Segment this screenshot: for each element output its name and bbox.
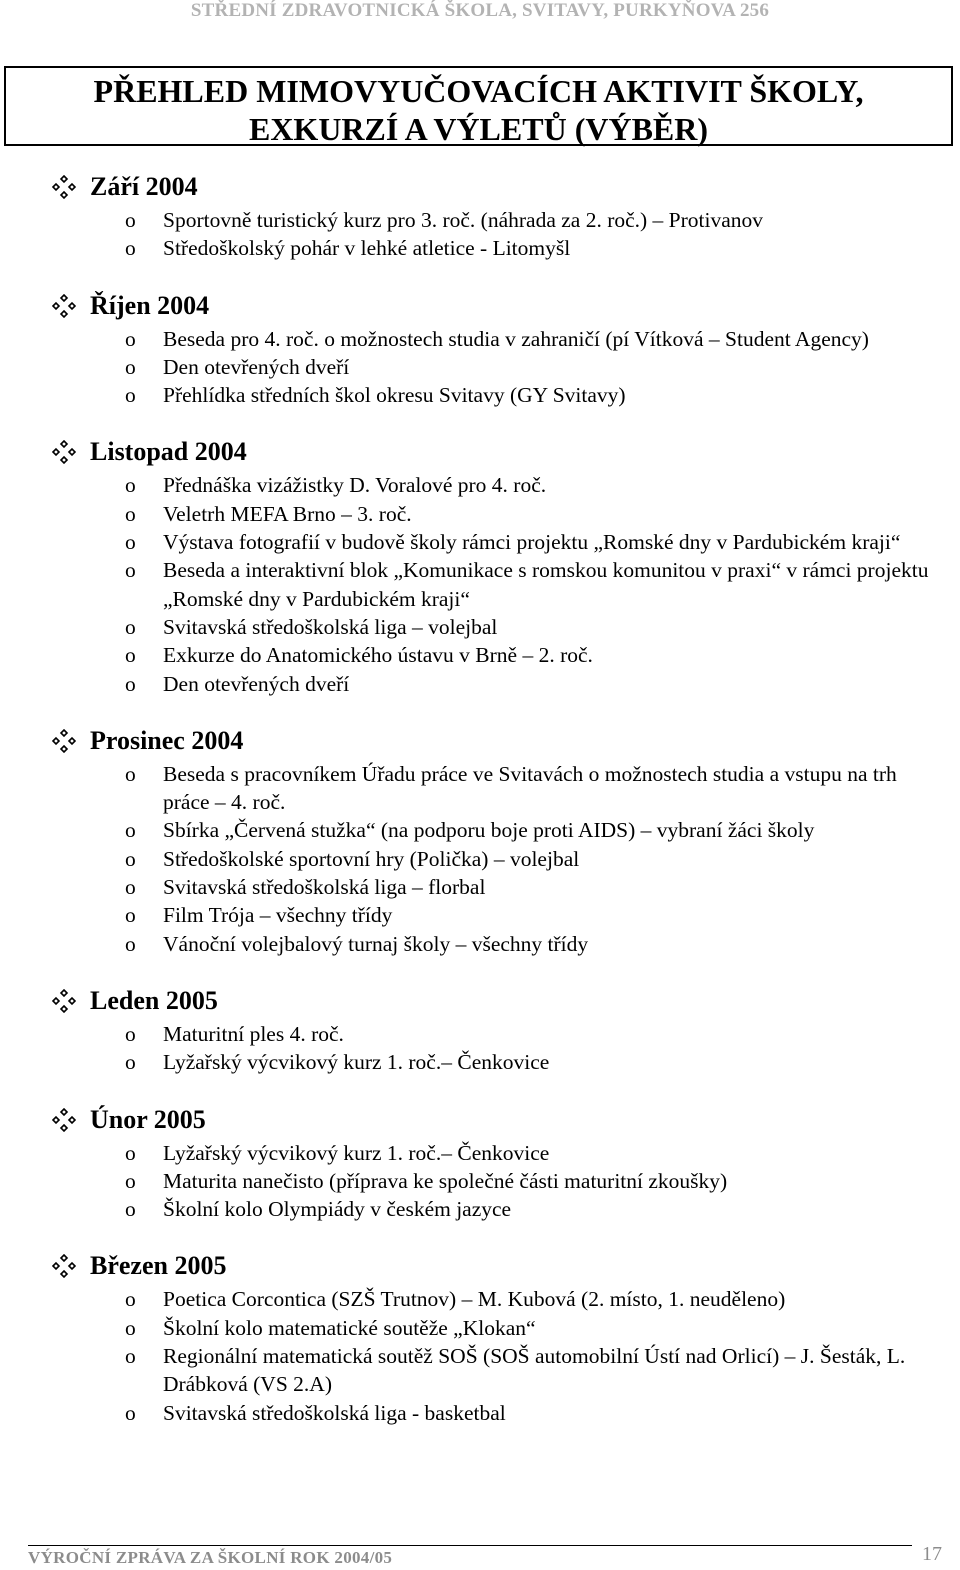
month-heading (52, 1247, 952, 1285)
list-item-text: Film Trója – všechny třídy (163, 903, 393, 928)
list-marker: o (125, 236, 136, 261)
list-marker: o (125, 1021, 136, 1046)
title-line-1: PŘEHLED MIMOVYUČOVACÍCH AKTIVIT ŠKOLY, (93, 73, 864, 109)
list-item-text: Maturita nanečisto (příprava ke společné části maturitní zkoušky) (163, 1168, 728, 1193)
activity-list (52, 206, 952, 263)
list-item (52, 613, 952, 641)
list-marker: o (125, 473, 136, 498)
list-marker: o (125, 326, 136, 351)
list-item (52, 1167, 952, 1195)
list-marker: o (125, 1315, 136, 1340)
list-item-text: Exkurze do Anatomického ústavu v Brně – 2. roč. (163, 643, 593, 668)
list-item (52, 1020, 952, 1048)
month-section (52, 1247, 952, 1426)
list-item-text: Středoškolské sportovní hry (Polička) – volejbal (163, 846, 580, 871)
list-item-text: Středoškolský pohár v lehké atletice - Litomyšl (163, 236, 571, 261)
month-section (52, 168, 952, 263)
list-marker: o (125, 1287, 136, 1312)
footer-title: VÝROČNÍ ZPRÁVA ZA ŠKOLNÍ ROK 2004/05 (28, 1548, 393, 1567)
activity-list (52, 760, 952, 958)
list-item (52, 234, 952, 262)
month-name: Prosinec 2004 (90, 725, 244, 755)
list-item-text: Sbírka „Červená stužka“ (na podporu boje proti AIDS) – vybraní žáci školy (163, 818, 815, 843)
list-marker: o (125, 1197, 136, 1222)
month-heading (52, 982, 952, 1020)
list-item-text: Beseda s pracovníkem Úřadu práce ve Svitavách o možnostech studia a vstupu na trh práce – 4. roč. (163, 761, 897, 815)
title-box (4, 66, 953, 146)
list-marker: o (125, 1344, 136, 1369)
month-section (52, 722, 952, 958)
four-diamond-icon (52, 729, 76, 753)
list-item (52, 325, 952, 353)
list-item (52, 760, 952, 817)
month-heading (52, 168, 952, 206)
list-item-text: Poetica Corcontica (SZŠ Trutnov) – M. Kubová (2. místo, 1. neuděleno) (163, 1287, 786, 1312)
month-name: Říjen 2004 (90, 290, 210, 320)
list-item (52, 845, 952, 873)
month-heading (52, 433, 952, 471)
list-marker: o (125, 846, 136, 871)
list-item (52, 471, 952, 499)
list-item-text: Přednáška vizážistky D. Voralové pro 4. roč. (163, 473, 547, 498)
list-marker: o (125, 1050, 136, 1075)
list-item (52, 556, 952, 613)
list-marker: o (125, 1168, 136, 1193)
activity-list (52, 1139, 952, 1224)
four-diamond-icon (52, 175, 76, 199)
list-item (52, 353, 952, 381)
list-item-text: Svitavská středoškolská liga – volejbal (163, 614, 498, 639)
list-marker: o (125, 903, 136, 928)
list-item (52, 1285, 952, 1313)
list-item (52, 1314, 952, 1342)
list-item-text: Svitavská středoškolská liga - basketbal (163, 1400, 506, 1425)
list-item (52, 901, 952, 929)
list-item-text: Lyžařský výcvikový kurz 1. roč.– Čenkovice (163, 1050, 550, 1075)
list-item-text: Maturitní ples 4. roč. (163, 1021, 344, 1046)
footer-rule (28, 1545, 912, 1546)
list-item (52, 1342, 952, 1399)
list-item (52, 670, 952, 698)
four-diamond-icon (52, 294, 76, 318)
list-marker: o (125, 643, 136, 668)
list-item-text: Regionální matematická soutěž SOŠ (SOŠ automobilní Ústí nad Orlicí) – J. Šesták, L. Drábková (VS 2.A) (163, 1344, 906, 1397)
page-number: 17 (922, 1543, 942, 1565)
month-name: Březen 2005 (90, 1251, 227, 1281)
list-marker: o (125, 671, 136, 696)
activity-list (52, 471, 952, 697)
title-line-2: EXKURZÍ A VÝLETŮ (VÝBĚR) (248, 111, 709, 147)
activity-list (52, 1020, 952, 1077)
month-name: Leden 2005 (90, 985, 218, 1015)
list-item-text: Vánoční volejbalový turnaj školy – všechny třídy (163, 931, 589, 956)
list-item (52, 381, 952, 409)
list-item (52, 528, 952, 556)
list-marker: o (125, 931, 136, 956)
list-item (52, 1399, 952, 1427)
month-name: Září 2004 (90, 172, 198, 201)
list-item-text: Den otevřených dveří (163, 671, 350, 696)
list-marker: o (125, 761, 136, 786)
four-diamond-icon (52, 1108, 76, 1132)
list-item-text: Přehlídka středních škol okresu Svitavy (GY Svitavy) (163, 383, 626, 408)
list-item-text: Veletrh MEFA Brno – 3. roč. (163, 501, 412, 526)
list-marker: o (125, 558, 136, 583)
list-item-text: Školní kolo Olympiády v českém jazyce (163, 1197, 512, 1222)
month-name: Listopad 2004 (90, 437, 247, 467)
month-heading (52, 287, 952, 325)
month-section (52, 1101, 952, 1224)
month-name: Únor 2005 (90, 1104, 206, 1134)
list-marker: o (125, 208, 136, 232)
list-item-text: Sportovně turistický kurz pro 3. roč. (náhrada za 2. roč.) – Protivanov (163, 208, 764, 232)
list-marker: o (125, 614, 136, 639)
list-item (52, 873, 952, 901)
month-heading (52, 1101, 952, 1139)
list-item-text: Svitavská středoškolská liga – florbal (163, 875, 486, 900)
list-marker: o (125, 530, 136, 555)
list-marker: o (125, 383, 136, 408)
list-item-text: Beseda pro 4. roč. o možnostech studia v zahraničí (pí Vítková – Student Agency) (163, 326, 869, 351)
list-marker: o (125, 501, 136, 526)
month-section (52, 982, 952, 1077)
list-item-text: Den otevřených dveří (163, 354, 350, 379)
four-diamond-icon (52, 989, 76, 1013)
month-section (52, 287, 952, 410)
activity-list (52, 1285, 952, 1426)
running-header: STŘEDNÍ ZDRAVOTNICKÁ ŠKOLA, SVITAVY, PURKYŇOVA 256 (190, 0, 770, 21)
activities-list (52, 168, 952, 1451)
list-marker: o (125, 1140, 136, 1165)
list-marker: o (125, 818, 136, 843)
list-item (52, 1048, 952, 1076)
list-item (52, 641, 952, 669)
list-item-text: Beseda a interaktivní blok „Komunikace s romskou komunitou v praxi“ v rámci projektu „Romské dny v Pardubickém kraji“ (163, 558, 929, 611)
list-item (52, 1195, 952, 1223)
activity-list (52, 325, 952, 410)
list-item (52, 930, 952, 958)
list-item (52, 500, 952, 528)
month-heading (52, 722, 952, 760)
list-item (52, 1139, 952, 1167)
list-item (52, 816, 952, 844)
four-diamond-icon (52, 440, 76, 464)
list-marker: o (125, 875, 136, 900)
list-marker: o (125, 1400, 136, 1425)
list-marker: o (125, 354, 136, 379)
list-item-text: Výstava fotografií v budově školy rámci projektu „Romské dny v Pardubickém kraji“ (163, 530, 901, 555)
month-section (52, 433, 952, 697)
list-item-text: Lyžařský výcvikový kurz 1. roč.– Čenkovice (163, 1140, 550, 1165)
list-item (52, 206, 952, 234)
four-diamond-icon (52, 1254, 76, 1278)
list-item-text: Školní kolo matematické soutěže „Klokan“ (163, 1315, 536, 1340)
